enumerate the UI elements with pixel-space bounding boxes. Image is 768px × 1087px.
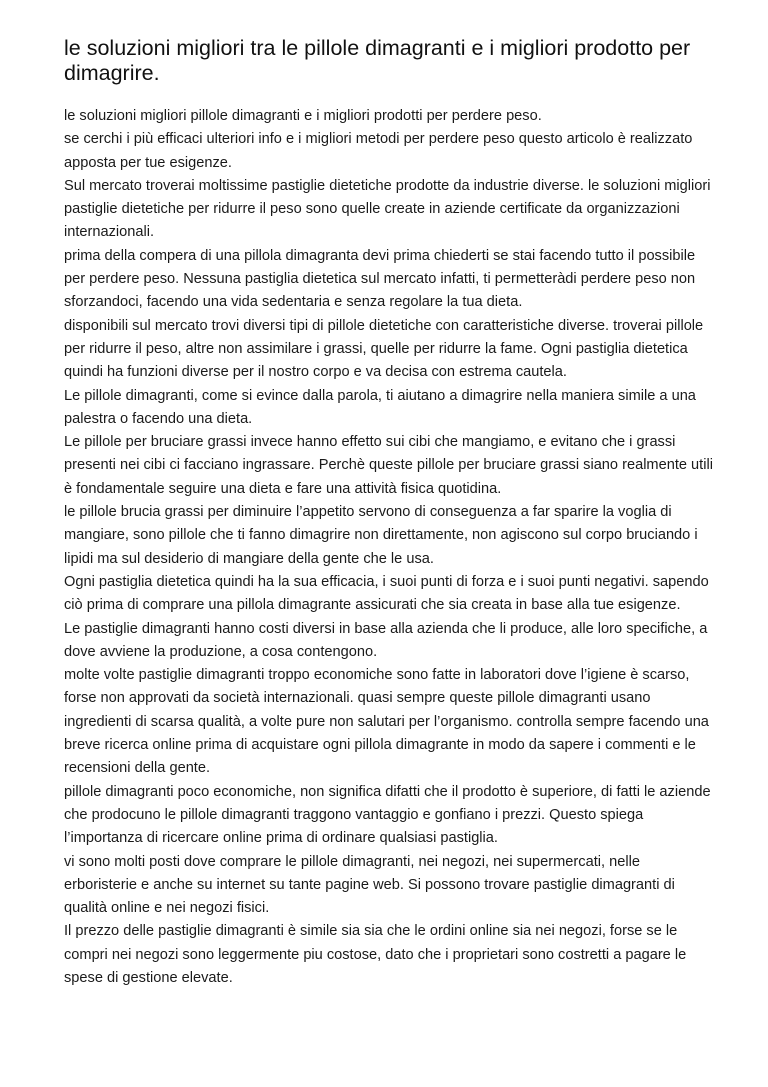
paragraph: Le pillole per bruciare grassi invece hanno effetto sui cibi che mangiamo, e evitano che i grassi presenti nei cibi ci facciano ingrassare. Perchè queste pillole per bruciare grassi siano realmente utili è fondamentale seguire una dieta e fare una attività fisica quotidina. — [64, 434, 713, 497]
paragraph: le soluzioni migliori pillole dimagranti e i migliori prodotti per perdere peso. — [64, 108, 542, 124]
paragraph: molte volte pastiglie dimagranti troppo economiche sono fatte in laboratori dove l’igiene è scarso, forse non approvati da società internazionali. quasi sempre queste pillole dimagranti usano ingredienti di scarsa qualità, a volte pure non salutari per l’organismo. controlla sempre facendo una breve ricerca online prima di acquistare ogni pillola dimagrante in modo da sapere i commenti e le recensioni della gente. — [64, 667, 709, 777]
document-title: le soluzioni migliori tra le pillole dimagranti e i migliori prodotto per dimagrire. — [64, 36, 691, 85]
paragraph: pillole dimagranti poco economiche, non significa difatti che il prodotto è superiore, di fatti le aziende che prodocuno le pillole dimagranti traggono vantaggio e gonfiano i prezzi. Questo spiega l’importanza di ricercare online prima di ordinare qualsiasi pastiglia. — [64, 783, 711, 847]
document-body — [64, 105, 714, 990]
paragraph: le pillole brucia grassi per diminuire l’appetito servono di conseguenza a far sparire la voglia di mangiare, sono pillole che ti fanno dimagrire non direttamente, non agiscono sul corpo bruciando i lipidi ma sul desiderio di mangiare della gente che le usa. — [64, 504, 698, 567]
paragraph: Sul mercato troverai moltissime pastiglie dietetiche prodotte da industrie diverse. le soluzioni migliori pastiglie dietetiche per ridurre il peso sono quelle create in aziende certificate da organizzazioni internazionali. — [64, 177, 711, 241]
paragraph: disponibili sul mercato trovi diversi tipi di pillole dietetiche con caratteristiche diverse. troverai pillole per ridurre il peso, altre non assimilare i grassi, quelle per ridurre la fame. Ogni pastiglia dietetica quindi ha funzioni diverse per il nostro corpo e va decisa con estrema cautela. — [64, 317, 704, 381]
paragraph: Ogni pastiglia dietetica quindi ha la sua efficacia, i suoi punti di forza e i suoi punti negativi. sapendo ciò prima di comprare una pillola dimagrante assicurati che sia creata in base alla tue esigenze. — [64, 573, 709, 614]
paragraph: se cerchi i più efficaci ulteriori info e i migliori metodi per perdere peso questo articolo è realizzato apposta per tue esigenze. — [64, 131, 693, 171]
paragraph: prima della compera di una pillola dimagranta devi prima chiederti se stai facendo tutto il possibile per perdere peso. Nessuna pastiglia dietetica sul mercato infatti, ti permetteràdi perdere peso non sforzandoci, facendo una vida sedentaria e senza regolare la tua dieta. — [64, 247, 696, 311]
paragraph: Il prezzo delle pastiglie dimagranti è simile sia sia che le ordini online sia nei negozi, forse se le compri nei negozi sono leggermente piu costose, dato che i proprietari sono costretti a pagare le spese di gestione elevate. — [64, 923, 687, 986]
document-page — [64, 36, 714, 990]
paragraph: Le pastiglie dimagranti hanno costi diversi in base alla azienda che li produce, alle loro specifiche, a dove avviene la produzione, a cosa contengono. — [64, 620, 708, 660]
paragraph: vi sono molti posti dove comprare le pillole dimagranti, nei negozi, nei supermercati, nelle erboristerie e anche su internet su tante pagine web. Si possono trovare pastiglie dimagranti di qualità online e nei negozi fisici. — [64, 853, 675, 917]
paragraph: Le pillole dimagranti, come si evince dalla parola, ti aiutano a dimagrire nella maniera simile a una palestra o facendo una dieta. — [64, 387, 696, 427]
